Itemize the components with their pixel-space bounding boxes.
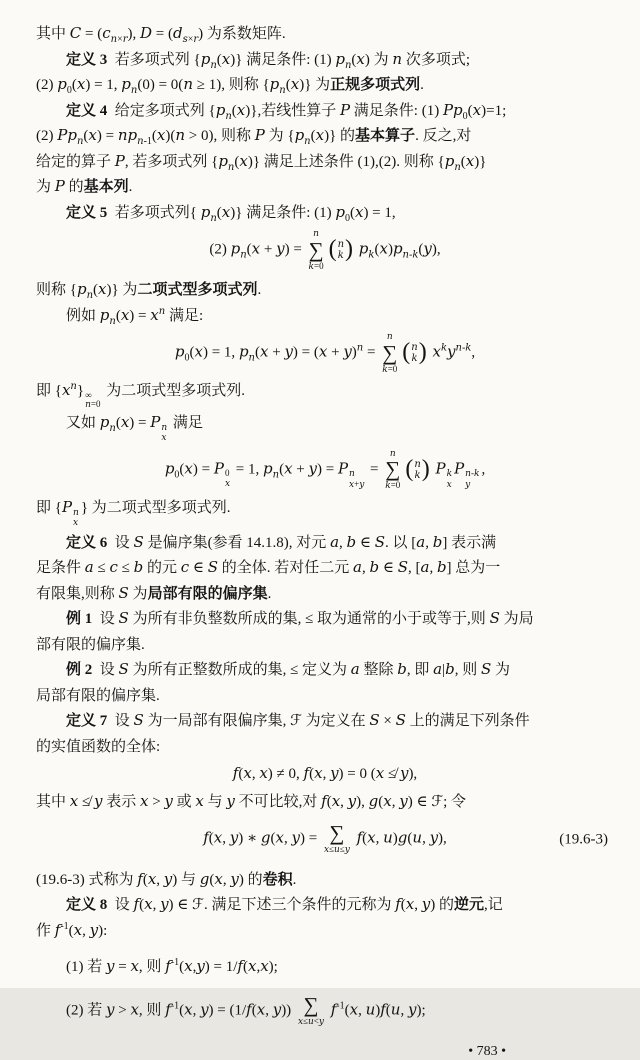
text-line [36, 122, 614, 148]
text-line [36, 529, 614, 555]
line-content: 则称 $\{p_n(x)\}$ 为二项式型多项式列. [36, 280, 262, 302]
line-content: f(x, y) ∗ g(x, y) = ∑ x≤u≤y f(x, u)g(u, y), [203, 821, 447, 856]
line-content: 即 $\{x^n\}$ ∞ n=0 为二项式型多项式列. [36, 381, 245, 411]
line-content: 例 1 设 S 为所有非负整数所成的集, ≤ 取为通常的小于或等于,则 S 为局 [66, 609, 534, 628]
line-content: 又如 $p_n(x) = P$ n x 满足 [66, 412, 203, 444]
text-line [36, 46, 614, 72]
formula-line [36, 815, 614, 865]
text-line [36, 788, 614, 814]
text-line [36, 942, 614, 988]
text-line [36, 496, 614, 529]
text-line [36, 733, 614, 759]
line-content: 定义 5 若多项式列{ $p_n(x)$} 满足条件: (1) $p_0(x) = 1$, [66, 202, 396, 224]
text-line [36, 302, 614, 328]
line-content: 其中 x ≰ y 表示 x > y 或 x 与 y 不可比较,对 f(x, y), g(x, y) ∈ ℱ; 令 [36, 792, 467, 811]
line-content: 的实值函数的全体: [36, 738, 161, 755]
line-content: 定义 8 设 f(x, y) ∈ ℱ. 满足下述三个条件的元称为 f(x, y) 的逆元,记 [66, 895, 503, 914]
text-line [36, 20, 614, 46]
text-line [36, 707, 614, 733]
text-line [36, 988, 614, 1034]
line-content: (1) 若 y = x, 则 $f^{-1}(x,y) = 1/f(x,x)$; [66, 956, 278, 975]
line-content: (19.6-3) 式称为 f(x, y) 与 g(x, y) 的卷积. [36, 869, 297, 888]
text-line [36, 97, 614, 123]
line-content: (2) $p_0(x) = 1$, $p_n(0) = 0(n \ge 1)$, 则称 $\{p_n(x)\}$ 为正规多项式列. [36, 75, 424, 97]
text-line [36, 148, 614, 174]
formula-line [36, 328, 614, 378]
line-content: 定义 6 设 S 是偏序集(参看 14.1.8), 对元 a, b ∈ S. 以 [a, b] 表示满 [66, 532, 497, 551]
text-line [36, 554, 614, 580]
line-content: $p_0(x) = 1$, $p_n(x + y) = (x + y)^n$ = n ∑ k=0 ( n k ) $x^ky^{n-k}$, [174, 332, 476, 375]
text-line [36, 379, 614, 411]
line-content: (2) $Pp_n(x) = np_{n-1}(x)(n > 0)$, 则称 P 为 $\{p_n(x)\}$ 的基本算子. 反之,对 [36, 126, 472, 148]
page-number: • 783 • [468, 1044, 506, 1060]
line-content: 作 $f^{-1}(x$, y): [36, 920, 108, 939]
line-content: 定义 7 设 S 为一局部有限偏序集, ℱ 为定义在 S × S 上的满足下列条件 [66, 711, 530, 730]
line-content: 例 2 设 S 为所有正整数所成的集, ≤ 定义为 a 整除 b, 即 a|b, 则 S 为 [66, 660, 511, 679]
line-content: 其中 $C = (c_{n\times r})$, $D = (d_{s\times r})$ 为系数矩阵. [36, 24, 286, 46]
text-line [36, 605, 614, 631]
equation-number: (19.6-3) [559, 831, 608, 848]
text-line [36, 656, 614, 682]
text-line [36, 199, 614, 225]
text-line [36, 866, 614, 892]
text-line [36, 411, 614, 444]
line-content: 有限集,则称 S 为局部有限的偏序集. [36, 583, 272, 602]
line-content: 定义 3 若多项式列 $\{p_n(x)\}$ 满足条件: (1) $p_n(x)$ 为 n 次多项式; [66, 49, 470, 71]
line-content: f(x, x) ≠ 0, f(x, y) = 0 (x ≰ y), [232, 763, 418, 782]
line-content: 足条件 a ≤ c ≤ b 的元 c ∈ S 的全体. 若对任二元 a, b ∈ S, [a, b] 总为一 [36, 558, 501, 577]
text-line [36, 917, 614, 943]
line-content: (2) $p_n(x + y)$ = n ∑ k=0 ( n k ) $p_k(x)p_{n-k}(y)$, [209, 229, 441, 272]
text-line [36, 891, 614, 917]
line-content: 给定的算子 P, 若多项式列 $\{p_n(x)\}$ 满足上述条件 (1),(2). 则称 $\{p_n(x)\}$ [36, 151, 487, 173]
text-line [36, 71, 614, 97]
line-content: 即 {P n x } 为二项式型多项式列. [36, 497, 231, 529]
text-line [36, 276, 614, 302]
line-content: (2) 若 y > x, 则 $f^{-1}(x$, y) = (1/f(x, y)) ∑ x≤u<y $f^{-1}(x$, u)f(u, y); [66, 992, 426, 1027]
line-content: 例如 $p_n(x) = x^n$ 满足: [66, 305, 204, 327]
line-content: 为 P 的基本列. [36, 177, 133, 196]
page-body [36, 20, 614, 1034]
text-line [36, 631, 614, 657]
text-line [36, 173, 614, 199]
line-content: $p_0(x) = P$ 0 x = 1, $p_n(x + y) = P$ n x+y = n ∑ k=0 ( n k ) P k x P n-k y , [164, 448, 486, 492]
text-line [36, 682, 614, 708]
formula-line [36, 758, 614, 788]
formula-line [36, 445, 614, 495]
line-content: 部有限的偏序集. [36, 636, 145, 653]
line-content: 局部有限的偏序集. [36, 687, 160, 704]
line-content: 定义 4 给定多项式列 $\{p_n(x)\}$,若线性算子 P 满足条件: (1) $Pp_0(x)=1$; [66, 100, 507, 122]
formula-line [36, 225, 614, 275]
text-line [36, 580, 614, 606]
